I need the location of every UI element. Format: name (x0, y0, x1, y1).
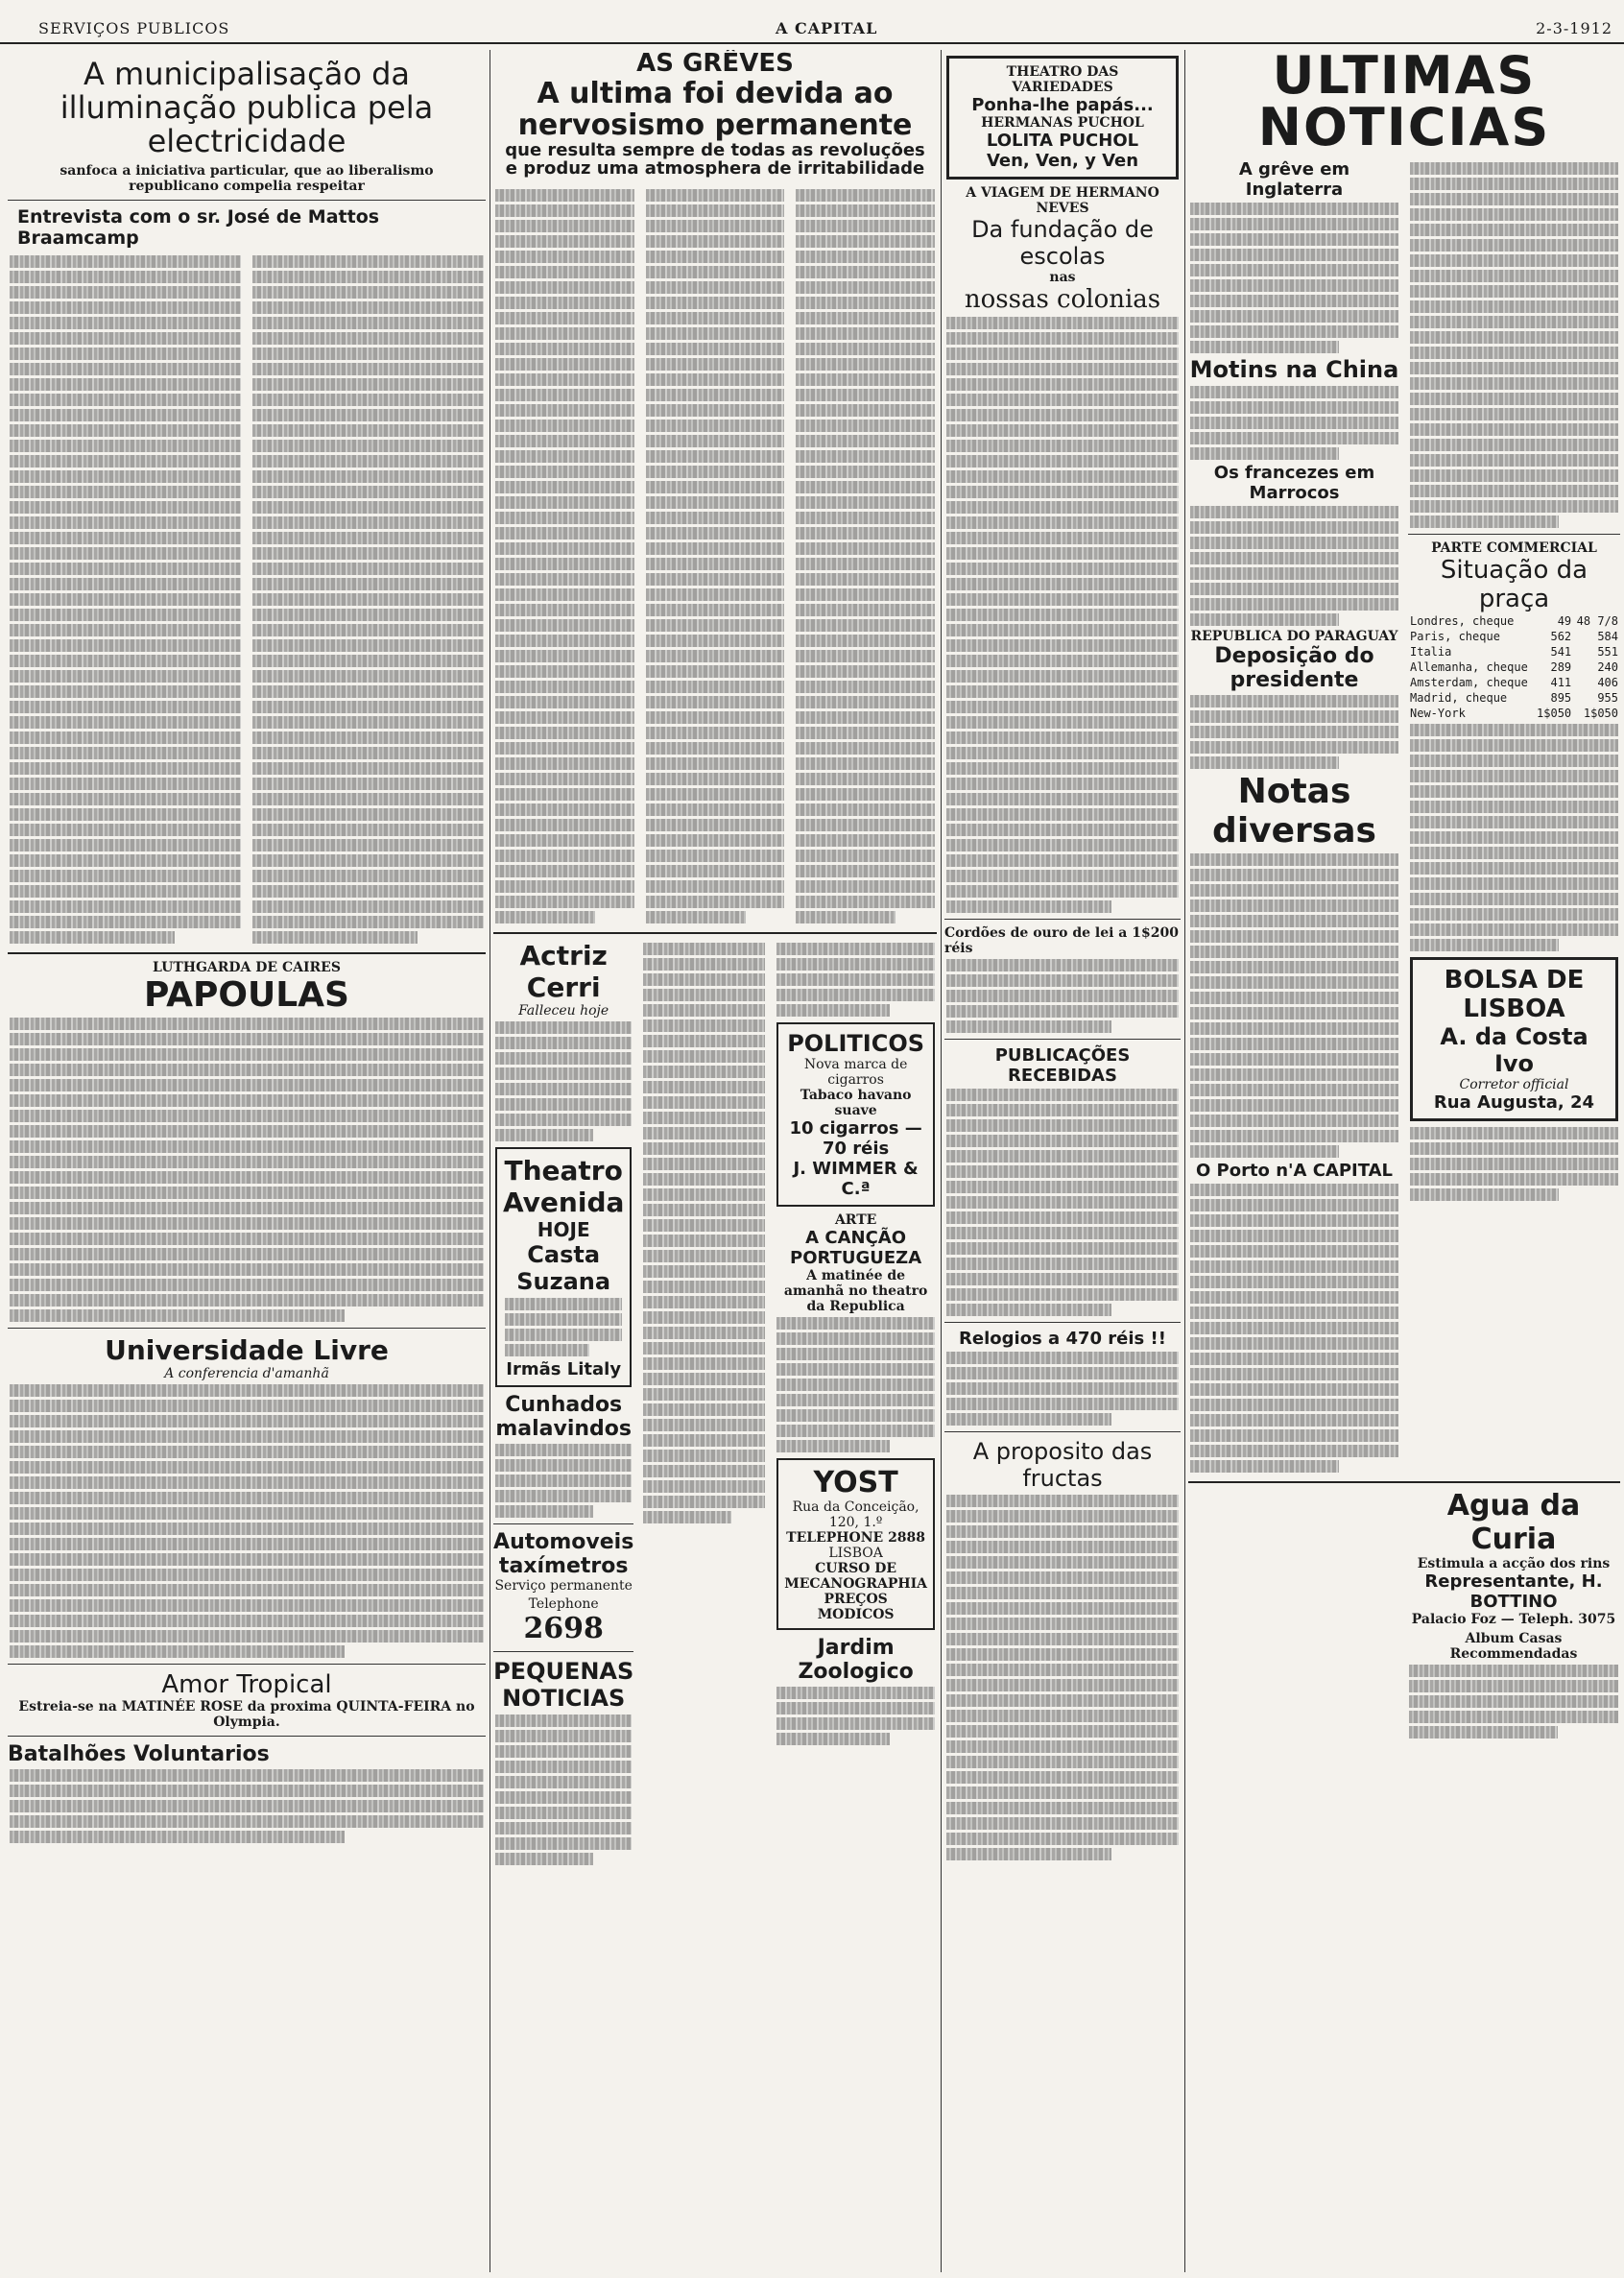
variedades-hermanas: HERMANAS PUCHOL (981, 115, 1144, 131)
market-row (1408, 613, 1620, 629)
market-row (1408, 659, 1620, 675)
market-row (1408, 706, 1620, 721)
lower-section (493, 940, 937, 1868)
curia-address: Palacio Foz — Teleph. 3075 (1411, 1612, 1616, 1627)
market-cell-b: 240 (1597, 660, 1618, 674)
masthead (0, 17, 1624, 44)
ultimas-noticias-title: ULTIMAS NOTICIAS (1257, 50, 1551, 157)
market-cell-a: 411 (1550, 676, 1572, 689)
interview-heading: Entrevista com o sr. José de Mattos Braamcamp (17, 205, 380, 249)
greves-sub1: A ultima foi devida ao nervosismo permanente (517, 76, 913, 142)
costa-ivo: A. da Costa Ivo (1440, 1023, 1588, 1077)
variedades-ponha: Ponha-lhe papás... (971, 95, 1154, 115)
colonias-title: nossas colonias (964, 285, 1161, 314)
divider (8, 952, 486, 954)
amor-sub: Estreia-se na MATINÉE ROSE da proxima QUINTA-FEIRA no Olympia. (18, 1698, 475, 1730)
paraguay-label: REPUBLICA DO PARAGUAY (1190, 629, 1398, 644)
batalhoes-title: Batalhões Voluntarios (8, 1741, 270, 1766)
curia-bottino: Representante, H. BOTTINO (1424, 1571, 1603, 1612)
rua-augusta: Rua Augusta, 24 (1433, 1092, 1595, 1113)
section-label: SERVIÇOS PUBLICOS (38, 19, 230, 37)
market-row (1408, 690, 1620, 706)
politicos-wimmer: J. WIMMER & C.ª (793, 1159, 919, 1200)
market-cell-name: Italia (1410, 645, 1452, 659)
politicos-tabaco: Tabaco havano suave (800, 1088, 912, 1119)
divider (1188, 1481, 1620, 1483)
yost-city: LISBOA (828, 1546, 883, 1562)
market-cell-name: Paris, cheque (1410, 630, 1500, 643)
column-divider (1184, 50, 1185, 2272)
curia-sub: Estimula a acção dos rins (1417, 1556, 1611, 1571)
market-cell-a: 541 (1550, 645, 1572, 659)
relogios-title: Relogios a 470 réis !! (959, 1329, 1166, 1349)
jardim-title: Jardim Zoologico (798, 1636, 914, 1685)
divider (493, 1651, 633, 1652)
column-divider (941, 50, 942, 2272)
teatro-irmas: Irmãs Litaly (506, 1359, 622, 1380)
automoveis-phone: 2698 (523, 1612, 604, 1646)
issue-date: 2-3-1912 (1536, 19, 1612, 37)
actriz-title: Actriz Cerri (519, 940, 608, 1004)
market-cell-a: 562 (1550, 630, 1572, 643)
divider (493, 932, 937, 934)
column-4 (1188, 50, 1620, 2272)
greves-sub3: e produz uma atmosphera de irritabilidade (505, 158, 925, 180)
variedades-ad (946, 56, 1179, 180)
market-cell-name: Allemanha, cheque (1410, 660, 1528, 674)
cancao-title: A CANÇÃO PORTUGUEZA (790, 1228, 922, 1269)
teatro-title: Theatro Avenida (503, 1155, 625, 1219)
nas-label: nas (1049, 270, 1076, 285)
greves-sub2: que resulta sempre de todas as revoluções (505, 139, 925, 160)
variedades-ven: Ven, Ven, y Ven (986, 151, 1139, 171)
divider (944, 1431, 1181, 1432)
greves-headline: AS GRÊVES (636, 50, 794, 78)
market-cell-a: 49 (1557, 614, 1572, 628)
yost-precos: PREÇOS MODICOS (817, 1592, 895, 1623)
motins-china: Motins na China (1189, 356, 1399, 383)
yost-telephone: TELEPHONE 2888 (786, 1530, 926, 1547)
divider (944, 1039, 1181, 1040)
market-row (1408, 644, 1620, 659)
market-cell-b: 551 (1597, 645, 1618, 659)
amor-title: Amor Tropical (161, 1669, 332, 1699)
market-cell-name: New-York (1410, 707, 1466, 720)
yost-address: Rua da Conceição, 120, 1.º (792, 1499, 919, 1531)
theatro-avenida-ad (495, 1147, 632, 1387)
market-cell-name: Londres, cheque (1410, 614, 1515, 628)
papoulas-title: PAPOULAS (144, 974, 349, 1015)
notas-diversas-title: Notas diversas (1212, 772, 1376, 851)
column-2 (493, 50, 937, 2272)
corretor-official: Corretor official (1459, 1077, 1569, 1092)
bolsa-lisboa-ad (1410, 957, 1618, 1121)
divider (8, 200, 486, 201)
album-title: Album Casas Recommendadas (1449, 1631, 1578, 1662)
teatro-hoje: HOJE (537, 1218, 590, 1242)
ultimas-body (1188, 159, 1620, 1475)
automoveis-phone-label: Telephone (528, 1596, 599, 1613)
column-1 (8, 50, 486, 2272)
politicos-ad (776, 1022, 935, 1207)
market-row (1408, 629, 1620, 644)
divider (1408, 534, 1620, 535)
yost-ad (776, 1458, 935, 1630)
market-table (1408, 613, 1620, 721)
automoveis-sub: Serviço permanente (494, 1578, 633, 1595)
situacao-praca: Situação da praça (1440, 556, 1588, 613)
franceses-marrocos: Os francezes em Marrocos (1213, 463, 1375, 503)
article-text (8, 252, 486, 947)
divider (8, 1328, 486, 1329)
cancao-sub: A matinée de amanhã no theatro da Republica (783, 1268, 928, 1315)
column-3 (944, 50, 1181, 2272)
automoveis-title: Automoveis taxímetros (493, 1530, 634, 1579)
divider (8, 1736, 486, 1737)
market-cell-b: 955 (1597, 691, 1618, 705)
greves-text (493, 186, 937, 926)
universidade-title: Universidade Livre (105, 1333, 389, 1366)
politicos-price: 10 cigarros — 70 réis (789, 1118, 922, 1160)
subhead-illuminacao: sanfoca a iniciativa particular, que ao liberalismo republicano compelia respeitar (60, 162, 434, 194)
bolsa-title: BOLSA DE LISBOA (1444, 966, 1585, 1023)
market-cell-b: 406 (1597, 676, 1618, 689)
market-cell-b: 584 (1597, 630, 1618, 643)
viagem-label: A VIAGEM DE HERMANO NEVES (966, 185, 1159, 216)
market-cell-a: 895 (1550, 691, 1572, 705)
politicos-title: POLITICOS (787, 1030, 925, 1058)
cunhados-title: Cunhados malavindos (495, 1393, 633, 1442)
porto-capital-title: O Porto n'A CAPITAL (1195, 1161, 1394, 1181)
parte-commercial: PARTE COMMERCIAL (1431, 540, 1597, 556)
greve-inglaterra: A grêve em Inglaterra (1238, 159, 1350, 200)
automoveis-phone-row (493, 1594, 633, 1645)
newspaper-title: A CAPITAL (776, 19, 878, 37)
papoulas-author: LUTHGARDA DE CAIRES (153, 959, 341, 975)
yost-curso: CURSO DE MECANOGRAPHIA (784, 1561, 928, 1593)
pequenas-title: PEQUENAS NOTICIAS (493, 1658, 634, 1713)
politicos-sub: Nova marca de cigarros (803, 1057, 908, 1089)
market-cell-a: 1$050 (1537, 707, 1572, 720)
lower-section (8, 960, 486, 1846)
fundacao-title: Da fundação de escolas (971, 216, 1154, 270)
curia-section (1407, 1489, 1620, 1738)
market-row (1408, 675, 1620, 690)
publicacoes-title: PUBLICAÇÕES RECEBIDAS (994, 1045, 1131, 1086)
teatro-play: Casta Suzana (516, 1241, 611, 1296)
divider (944, 919, 1181, 920)
market-cell-a: 289 (1550, 660, 1572, 674)
universidade-sub: A conferencia d'amanhã (164, 1365, 329, 1381)
divider (8, 1664, 486, 1665)
fructas-title: A proposito das fructas (972, 1438, 1153, 1492)
actriz-sub: Falleceu hoje (518, 1003, 609, 1019)
yost-title: YOST (813, 1466, 898, 1500)
headline-illuminacao: A municipalisação da illuminação publica pela electricidade (60, 56, 434, 160)
variedades-title: THEATRO DAS VARIEDADES (1006, 64, 1119, 95)
divider (493, 1523, 633, 1524)
divider (944, 1322, 1181, 1323)
market-cell-name: Amsterdam, cheque (1410, 676, 1528, 689)
market-cell-b: 48 7/8 (1576, 614, 1618, 628)
market-cell-name: Madrid, cheque (1410, 691, 1508, 705)
deposicao-title: Deposição do presidente (1214, 644, 1374, 692)
variedades-lolita: LOLITA PUCHOL (986, 131, 1139, 151)
market-cell-b: 1$050 (1583, 707, 1618, 720)
cordoes-title: Cordões de ouro de lei a 1$200 réis (944, 925, 1179, 956)
arte-label: ARTE (834, 1212, 877, 1229)
curia-title: Agua da Curia (1446, 1489, 1581, 1556)
